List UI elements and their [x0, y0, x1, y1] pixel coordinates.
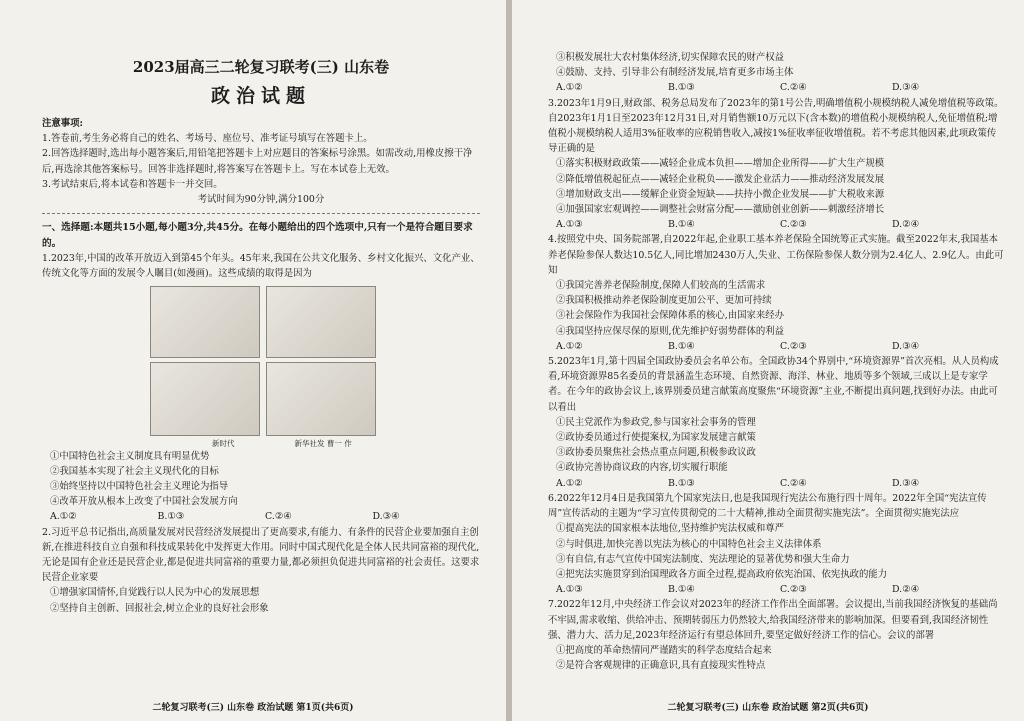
answer-c: C.②③ [780, 584, 807, 596]
notice-title: 注意事项: [42, 118, 83, 129]
option: ④改革开放从根本上改变了中国社会发展方向 [50, 496, 238, 508]
answer-d: D.③④ [892, 340, 919, 352]
option: ①中国特色社会主义制度具有明显优势 [50, 450, 210, 462]
question-3: 3.2023年1月9日,财政部、税务总局发布了2023年的第1号公告,明确增值税小规模纳税人减免增值税等政策。自2023年1月1日至2023年12月31日,对月销售额10万元以下(含本数)的增值税小规模纳税人,免征增值税;增值税小规模纳税人适用3%征收率的应税销售收入,减按1%征收率征收增值税。若不考虑其他因素,此项政策传导正确的是 [548, 97, 1004, 155]
option: ①落实积极财政政策——减轻企业成本负担——增加企业所得——扩大生产规模 [556, 158, 885, 170]
answer-b: B.①④ [668, 340, 695, 352]
notice-item: 2.回答选择题时,选出每小题答案后,用铅笔把答题卡上对应题目的答案标号涂黑。如需改动,用橡皮擦干净后,再选涂其他答案标号。回答非选择题时,将答案写在答题卡上。写在本试卷上无效。 [42, 148, 473, 175]
option: ④鼓励、支持、引导非公有制经济发展,培育更多市场主体 [556, 67, 794, 79]
answer-c: C.②③ [780, 219, 807, 231]
answer-c: C.②④ [780, 82, 807, 94]
exam-subtitle: 政治试题 [210, 85, 311, 107]
answer-d: D.③④ [892, 82, 919, 94]
answer-choices [548, 582, 1004, 597]
option: ③积极发展壮大农村集体经济,切实保障农民的财产权益 [556, 52, 784, 63]
question-2: 2.习近平总书记指出,高质量发展对民营经济发展提出了更高要求,有能力、有条件的民营企业要加强自主创新,在推进科技自立自强和科技成果转化中发挥更大作用。同时中国式现代化是全体人民共同富裕的现代化,无论是国有企业还是民营企业,都是促进共同富裕的重要力量,都必须担负促进共同富裕的社会责任。这要求民营企业家要 [42, 526, 480, 584]
answer-a: A.①② [556, 340, 583, 352]
answer-b: B.①④ [668, 584, 695, 596]
option: ③社会保险作为我国社会保障体系的核心,由国家来经办 [556, 310, 784, 322]
answer-d: D.②④ [892, 584, 919, 596]
answer-c: C.②④ [780, 477, 807, 489]
answer-a: A.①② [556, 477, 583, 489]
option: ②我国基本实现了社会主义现代化的目标 [50, 465, 219, 477]
option: ③有自信,有志气宣传中国宪法制度、宪法理论的显著优势和强大生命力 [556, 553, 850, 565]
option: ①我国完善养老保险制度,保障人们较高的生活需求 [556, 280, 766, 292]
option: ①把高度的革命热情同严谨踏实的科学态度结合起来 [556, 644, 772, 656]
exam-title: 2023届高三二轮复习联考(三) 山东卷 [132, 58, 390, 76]
question-6: 6.2022年12月4日是我国第九个国家宪法日,也是我国现行宪法公布施行四十周年。2022年全国“宪法宣传周”宣传活动的主题为“学习宣传贯彻党的二十大精神,推动全面贯彻实施宪法”。全面贯彻实施宪法应 [548, 492, 987, 520]
option: ③始终坚持以中国特色社会主义理论为指导 [50, 481, 229, 493]
question-4: 4.按照党中央、国务院部署,自2022年起,企业职工基本养老保险全国统筹正式实施。截至2022年末,我国基本养老保险参保人数达10.5亿人,同比增加2430万人,失业、工伤保险参保人数分别为2.4亿人、2.9亿人。由此可知 [548, 234, 1004, 276]
answer-a: A.①③ [556, 219, 583, 231]
option: ②是符合客观规律的正确意识,具有直接现实性特点 [556, 660, 766, 672]
answer-choices [548, 217, 1004, 232]
cartoon-panel [150, 286, 260, 358]
page-1 [0, 0, 506, 721]
answer-d: D.③④ [372, 511, 400, 523]
option: ②政协委员通过行使提案权,为国家发展建言献策 [556, 432, 756, 444]
question-5: 5.2023年1月,第十四届全国政协委员会名单公布。全国政协34个界别中,“环境资源界”首次亮相。从人员构成看,环境资源界85名委员的背景涵盖生态环境、自然资源、海洋、林业、地质等多个领域,三成以上是专家学者。在今年的政协会议上,该界别委员建言献策高度聚焦“环境资源”主业,不断提出真问题,找到好办法。由此可以看出 [548, 356, 999, 413]
option: ②降低增值税起征点——减轻企业税负——激发企业活力——推动经济发展发展 [556, 173, 885, 185]
option: ④政协完善协商议政的内容,切实履行职能 [556, 462, 728, 474]
question-7: 7.2022年12月,中央经济工作会议对2023年的经济工作作出全面部署。会议提出,当前我国经济恢复的基础尚不牢固,需求收缩、供给冲击、预期转弱压力仍然较大,给我国经济带来的影响加深。但要看到,我国经济韧性强、潜力大、活力足,2023年经济运行有望总体回升,要坚定做好经济工作的信心。会议的部署 [548, 599, 998, 641]
page-footer: 二轮复习联考(三) 山东卷 政治试题 第1页(共6页) [152, 703, 354, 713]
option: ②与时俱进,加快完善以宪法为核心的中国特色社会主义法律体系 [556, 538, 822, 550]
answer-b: B.①④ [668, 219, 695, 231]
answer-choices [548, 339, 1004, 354]
notice-item: 3.考试结束后,将本试卷和答题卡一并交回。 [42, 178, 223, 190]
option: ④我国坚持应保尽保的原则,优先维护好弱势群体的利益 [556, 325, 784, 337]
page-footer: 二轮复习联考(三) 山东卷 政治试题 第2页(共6页) [667, 703, 869, 713]
option: ③政协委员聚焦社会热点重点问题,积极参政议政 [556, 447, 756, 459]
page-2 [512, 0, 1024, 721]
answer-a: A.①② [556, 82, 583, 94]
answer-d: D.③④ [892, 477, 919, 489]
answer-choices [548, 476, 1004, 491]
answer-d: D.②④ [892, 219, 919, 231]
cartoon-illustration [150, 286, 480, 436]
option: ①民主党派作为参政党,参与国家社会事务的管理 [556, 416, 756, 428]
option: ②坚持自主创新、回报社会,树立企业的良好社会形象 [50, 602, 269, 614]
option: ④加强国家宏观调控——调整社会财富分配——激励创业创新——刺激经济增长 [556, 204, 885, 216]
option: ①增强家国情怀,自觉践行以人民为中心的发展思想 [50, 587, 260, 599]
question-1: 1.2023年,中国的改革开放迈入到第45个年头。45年来,我国在公共文化服务、乡村文化振兴、文化产业、传统文化等方面的发展令人瞩目(如漫画)。这些成绩的取得是因为 [42, 253, 480, 280]
answer-c: C.②④ [265, 511, 292, 523]
option: ③增加财政支出——缓解企业资金短缺——扶持小微企业发展——扩大税收来源 [556, 188, 885, 200]
cartoon-panel [266, 286, 376, 358]
cartoon-panel [150, 362, 260, 436]
answer-c: C.②③ [780, 340, 807, 352]
answer-a: A.①③ [556, 584, 583, 596]
answer-b: B.①③ [668, 82, 695, 94]
option: ④把宪法实施贯穿到治国理政各方面全过程,提高政府依宪治国、依宪执政的能力 [556, 568, 888, 580]
caption-right: 新华社发 曹一 作 [294, 438, 352, 448]
time-note: 考试时间为90分钟,满分100分 [197, 194, 325, 206]
option: ②我国积极推动养老保险制度更加公平、更加可持续 [556, 295, 772, 307]
answer-a: A.①② [50, 511, 77, 523]
answer-b: B.①③ [157, 511, 185, 523]
caption-left: 新时代 [212, 438, 235, 448]
answer-choices [42, 509, 480, 524]
answer-choices [548, 80, 1004, 95]
divider [42, 213, 480, 214]
option: ①提高宪法的国家根本法地位,坚持维护宪法权威和尊严 [556, 523, 784, 535]
answer-b: B.①③ [668, 477, 695, 489]
cartoon-panel [266, 362, 376, 436]
section-heading: 一、选择题:本题共15小题,每小题3分,共45分。在每小题给出的四个选项中,只有一个是符合题目要求的。 [42, 222, 473, 249]
notice-item: 1.答卷前,考生务必将自己的姓名、考场号、座位号、准考证号填写在答题卡上。 [42, 133, 373, 145]
